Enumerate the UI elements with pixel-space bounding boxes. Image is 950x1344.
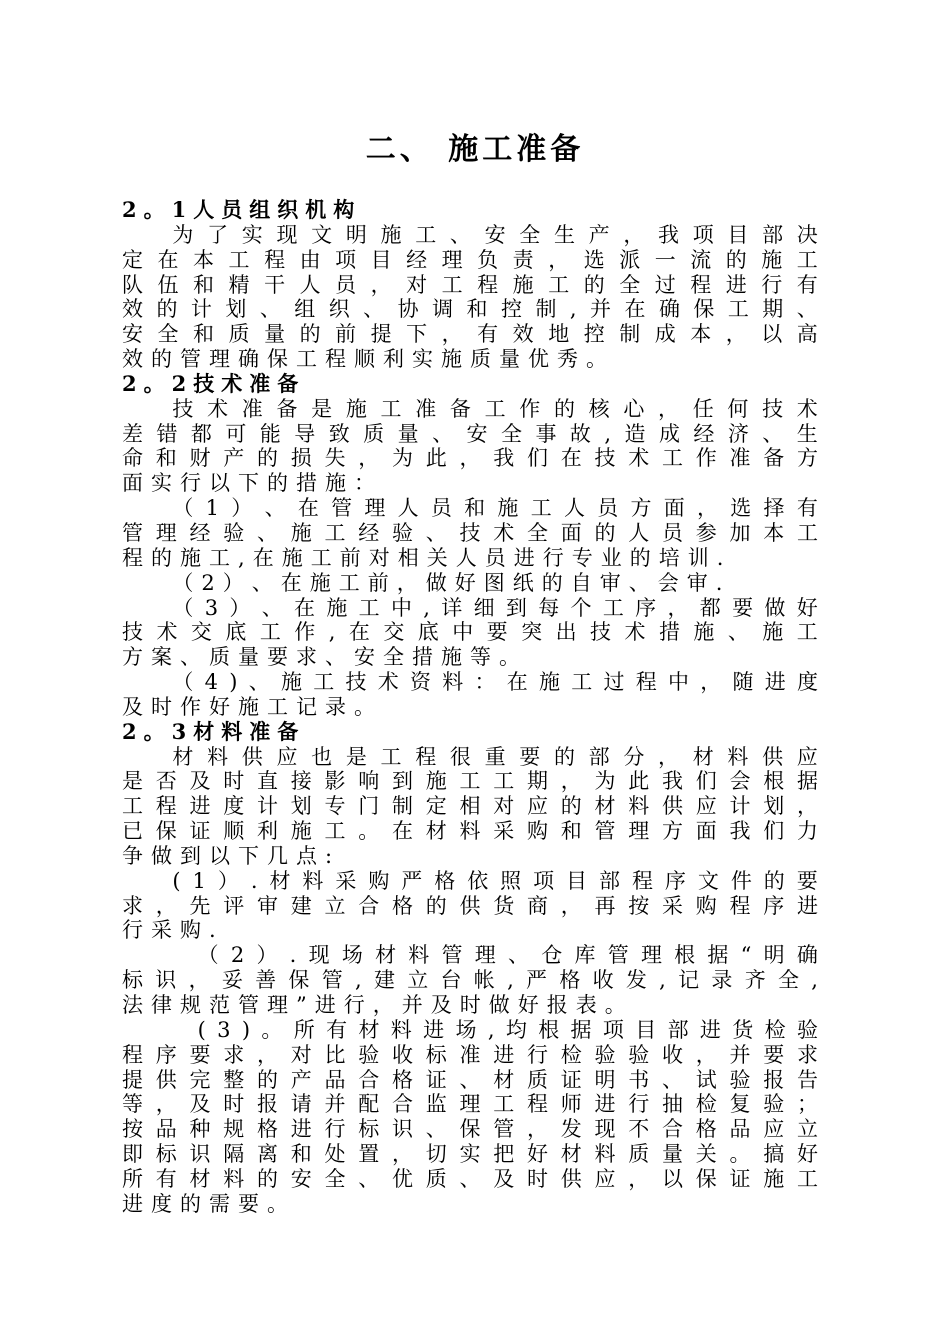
paragraph-line: 是 否 及 时 直 接 影 响 到 施 工 工 期 ， 为 此 我 们 会 根 据	[122, 769, 818, 794]
paragraph-line: 程 序 要 求 ， 对 比 验 收 标 准 进 行 检 验 验 收 ， 并 要 求	[122, 1042, 818, 1067]
document-body	[122, 198, 818, 1217]
paragraph-line: 差 错 都 可 能 导 致 质 量 、 安 全 事 故 , 造 成 经 济 、 生	[122, 421, 818, 446]
paragraph-line: 效 的 管 理 确 保 工 程 顺 利 实 施 质 量 优 秀 。	[122, 347, 607, 372]
paragraph-line: 按 品 种 规 格 进 行 标 识 、 保 管 ， 发 现 不 合 格 品 应 立	[122, 1117, 818, 1142]
paragraph-line: 面 实 行 以 下 的 措 施 ：	[122, 471, 375, 496]
paragraph-line: 工 程 进 度 计 划 专 门 制 定 相 对 应 的 材 料 供 应 计 划 ，	[122, 794, 818, 819]
paragraph-line: 求 ， 先 评 审 建 立 合 格 的 供 货 商 ， 再 按 采 购 程 序 进	[122, 893, 818, 918]
paragraph-line: 法 律 规 范 管 理 ” 进 行 ， 并 及 时 做 好 报 表 。	[122, 993, 626, 1017]
paragraph-line: （ 2 ） . 现 场 材 料 管 理 、 仓 库 管 理 根 据 “ 明 确	[197, 943, 818, 968]
paragraph-line: （ 4 ) 、 施 工 技 术 资 料 ： 在 施 工 过 程 中 ， 随 进 度	[172, 670, 818, 695]
section-heading: 2 。 2 技 术 准 备	[122, 370, 299, 396]
paragraph-line: 已 保 证 顺 利 施 工 。 在 材 料 采 购 和 管 理 方 面 我 们 力	[122, 819, 818, 844]
page-title: 二、 施工准备	[365, 132, 585, 167]
paragraph-line: 为 了 实 现 文 明 施 工 、 安 全 生 产 ， 我 项 目 部 决	[172, 222, 818, 247]
paragraph-line: 方 案 、 质 量 要 求 、 安 全 措 施 等 。	[122, 645, 520, 670]
paragraph-line: 进 度 的 需 要 。	[122, 1191, 288, 1216]
paragraph-line: 所 有 材 料 的 安 全 、 优 质 、 及 时 供 应 ， 以 保 证 施 工	[122, 1166, 818, 1191]
paragraph-line: ( 3 ) 。 所 有 材 料 进 场 , 均 根 据 项 目 部 进 货 检 验	[197, 1017, 818, 1042]
paragraph-line: （ 3 ） 、 在 施 工 中 , 详 细 到 每 个 工 序 ， 都 要 做 好	[172, 595, 818, 620]
paragraph-line: 队 伍 和 精 干 人 员 ， 对 工 程 施 工 的 全 过 程 进 行 有	[122, 272, 818, 297]
paragraph-line: 等 ， 及 时 报 请 并 配 合 监 理 工 程 师 进 行 抽 检 复 验 ；	[122, 1092, 818, 1117]
paragraph-line: 管 理 经 验 、 施 工 经 验 、 技 术 全 面 的 人 员 参 加 本 工	[122, 520, 818, 545]
paragraph-line: 行 采 购 .	[122, 918, 216, 943]
paragraph-line: 技 术 准 备 是 施 工 准 备 工 作 的 核 心 ， 任 何 技 术	[172, 396, 818, 421]
paragraph-line: 命 和 财 产 的 损 失 ， 为 此 ， 我 们 在 技 术 工 作 准 备 方	[122, 446, 818, 471]
paragraph-line: 及 时 作 好 施 工 记 录 。	[122, 694, 375, 719]
paragraph-line: 安 全 和 质 量 的 前 提 下 ， 有 效 地 控 制 成 本 ， 以 高	[122, 322, 818, 347]
paragraph-line: ( 1 ） . 材 料 采 购 严 格 依 照 项 目 部 程 序 文 件 的 要	[172, 868, 818, 893]
paragraph-line: 效 的 计 划 、 组 织 、 协 调 和 控 制 , 并 在 确 保 工 期 、	[122, 297, 818, 322]
paragraph-line: （ 2 ） 、 在 施 工 前 ， 做 好 图 纸 的 自 审 、 会 审 .	[172, 570, 723, 595]
paragraph-line: 技 术 交 底 工 作 , 在 交 底 中 要 突 出 技 术 措 施 、 施 工	[122, 620, 818, 645]
paragraph-line: 程 的 施 工 , 在 施 工 前 对 相 关 人 员 进 行 专 业 的 培 训 .	[122, 545, 724, 570]
paragraph-line: 提 供 完 整 的 产 品 合 格 证 、 材 质 证 明 书 、 试 验 报 告	[122, 1067, 818, 1092]
section-heading: 2 。 1 人 员 组 织 机 构	[122, 197, 355, 222]
section-heading: 2 。 3 材 料 准 备	[122, 718, 299, 744]
paragraph-line: （ 1 ） 、 在 管 理 人 员 和 施 工 人 员 方 面 ， 选 择 有	[172, 496, 818, 521]
paragraph-line: 定 在 本 工 程 由 项 目 经 理 负 责 ， 选 派 一 流 的 施 工	[122, 247, 818, 272]
paragraph-line: 材 料 供 应 也 是 工 程 很 重 要 的 部 分 ， 材 料 供 应	[172, 744, 818, 769]
paragraph-line: 标 识 ， 妥 善 保 管 , 建 立 台 帐 , 严 格 收 发 , 记 录 齐 全 ,	[122, 968, 818, 993]
paragraph-line: 即 标 识 隔 离 和 处 置 ， 切 实 把 好 材 料 质 量 关 。 搞 好	[122, 1142, 818, 1167]
paragraph-line: 争 做 到 以 下 几 点 :	[122, 843, 333, 868]
